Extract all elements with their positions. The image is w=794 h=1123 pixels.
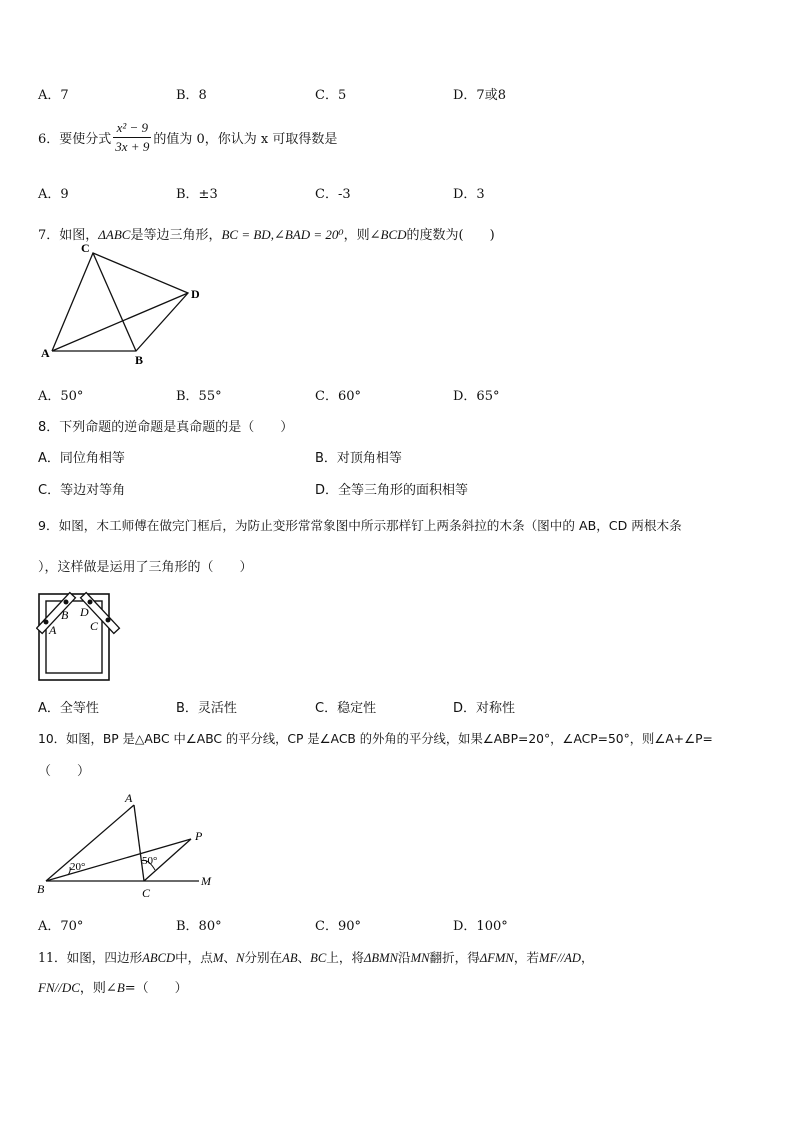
q11-t9: ，若 — [513, 950, 540, 965]
q9-option-b: B．灵活性 — [176, 701, 237, 716]
q11-t12: =（ ） — [124, 981, 188, 996]
q11-t6: 上，将 — [326, 950, 364, 965]
q11-m10: FN//DC — [38, 980, 80, 995]
q7-math-c: ∠BCD — [369, 227, 407, 242]
q11-stem-line1 — [38, 947, 594, 966]
q7-figure — [38, 240, 218, 370]
q7-option-c: C．60° — [315, 389, 361, 404]
q9-nail-d — [88, 600, 93, 605]
q10-label-c: C — [142, 886, 151, 900]
q10-angle-label-20: 20° — [70, 861, 86, 873]
q10-option-b: B．80° — [176, 919, 222, 934]
q11-t4: 分别在 — [244, 950, 283, 965]
q11-m3: N — [235, 951, 245, 965]
q11-m9: MF//AD — [539, 951, 581, 965]
q10-stem-line2: （ ） — [38, 764, 91, 779]
q10-stem-line1: 10．如图，BP 是△ABC 中∠ABC 的平分线，CP 是∠ACB 的外角的平分线，如果∠ABP=20°，∠ACP=50°，则∠A+∠P= — [38, 732, 713, 746]
q9-label-b: B — [61, 608, 69, 622]
q7-option-a: A．50° — [38, 389, 84, 404]
q11-t3: 、 — [223, 950, 236, 965]
q11-t10: ， — [581, 950, 594, 965]
q9-option-d: D．对称性 — [453, 701, 516, 716]
q7-text-a: 7．如图， — [38, 228, 99, 243]
q11-m5: BC — [310, 951, 327, 965]
q8-option-c: C．等边对等角 — [38, 483, 126, 498]
q6-numerator: x² − 9 — [113, 119, 151, 138]
q6-option-a: A．9 — [38, 187, 69, 202]
q7-math-a: ΔABC — [98, 227, 131, 242]
q11-t11: ，则 — [79, 981, 106, 996]
q7-text-d: 的度数为( ) — [406, 228, 495, 243]
q10-label-p: P — [195, 829, 203, 843]
q9-figure — [36, 588, 126, 684]
q7-label-b: B — [135, 353, 144, 367]
q7-label-a: A — [41, 346, 50, 360]
q10-option-a: A．70° — [38, 919, 84, 934]
q10-figure — [34, 787, 224, 905]
q8-option-a: A．同位角相等 — [38, 451, 125, 466]
q9-nail-c — [106, 618, 111, 623]
q9-label-d: D — [80, 605, 89, 619]
q10-label-b: B — [37, 882, 45, 896]
q9-label-a: A — [49, 623, 57, 637]
q9-stem-line1: 9．如图，木工师傅在做完门框后，为防止变形常常象图中所示那样钉上两条斜拉的木条（图中的 AB，CD 两根木条 — [38, 518, 682, 533]
q9-nail-b — [64, 600, 69, 605]
q10-side-ab — [46, 805, 134, 881]
q9-label-c: C — [90, 619, 99, 633]
q8-option-b: B．对顶角相等 — [315, 451, 402, 466]
q11-m11: ∠B — [105, 980, 125, 995]
q7-text-b: 是等边三角形， — [130, 228, 222, 243]
q11-m4: AB — [282, 951, 298, 965]
q6-fraction — [113, 119, 151, 156]
q11-t1: 11．如图，四边形 — [38, 950, 143, 965]
q11-m2: M — [212, 951, 224, 965]
q6-option-c: C．-3 — [315, 187, 351, 202]
q7-option-b: B．55° — [176, 389, 222, 404]
q10-label-m: M — [201, 874, 211, 888]
q11-stem-line2 — [38, 977, 188, 996]
q11-m8: ΔFMN — [479, 951, 514, 965]
q10-option-d: D．100° — [453, 919, 508, 934]
q7-label-c: C — [81, 241, 90, 255]
q10-label-a: A — [125, 791, 133, 805]
q6-stem — [38, 119, 337, 156]
q11-t5: 、 — [297, 950, 311, 965]
q11-t2: 中，点 — [175, 950, 213, 965]
q11-t7: 沿 — [397, 950, 411, 965]
q5-option-d: D．7或8 — [453, 88, 506, 103]
q9-option-c: C．稳定性 — [315, 701, 377, 716]
q6-option-b: B．±3 — [176, 187, 218, 202]
q8-option-d: D．全等三角形的面积相等 — [315, 483, 469, 498]
q8-stem: 8．下列命题的逆命题是真命题的是（ ） — [38, 420, 294, 435]
q9-nail-a — [44, 620, 49, 625]
q10-angle-label-50: 50° — [142, 855, 158, 867]
q7-text-c: ，则 — [343, 228, 370, 243]
q5-option-b: B．8 — [176, 88, 207, 103]
q9-stem-line2: ），这样做是运用了三角形的（ ） — [38, 560, 253, 575]
q7-label-d: D — [191, 287, 200, 301]
q6-suffix: 的值为 0，你认为 x 可取得数是 — [153, 132, 338, 147]
q6-prefix: 6．要使分式 — [38, 132, 112, 147]
q10-side-ac — [134, 805, 144, 881]
q11-t8: 翻折，得 — [429, 950, 480, 965]
q6-option-d: D．3 — [453, 187, 485, 202]
q11-m1: ABCD — [142, 951, 176, 965]
q7-option-d: D．65° — [453, 389, 500, 404]
q7-math-b: BC = BD,∠BAD = 20⁰ — [221, 227, 344, 242]
q5-option-a: A．7 — [38, 88, 69, 103]
q11-m6: ΔBMN — [364, 951, 398, 965]
q11-m7: MN — [410, 951, 430, 965]
q6-denominator: 3x + 9 — [115, 139, 150, 154]
q5-option-c: C．5 — [315, 88, 347, 103]
q10-option-c: C．90° — [315, 919, 361, 934]
q9-option-a: A．全等性 — [38, 701, 99, 716]
